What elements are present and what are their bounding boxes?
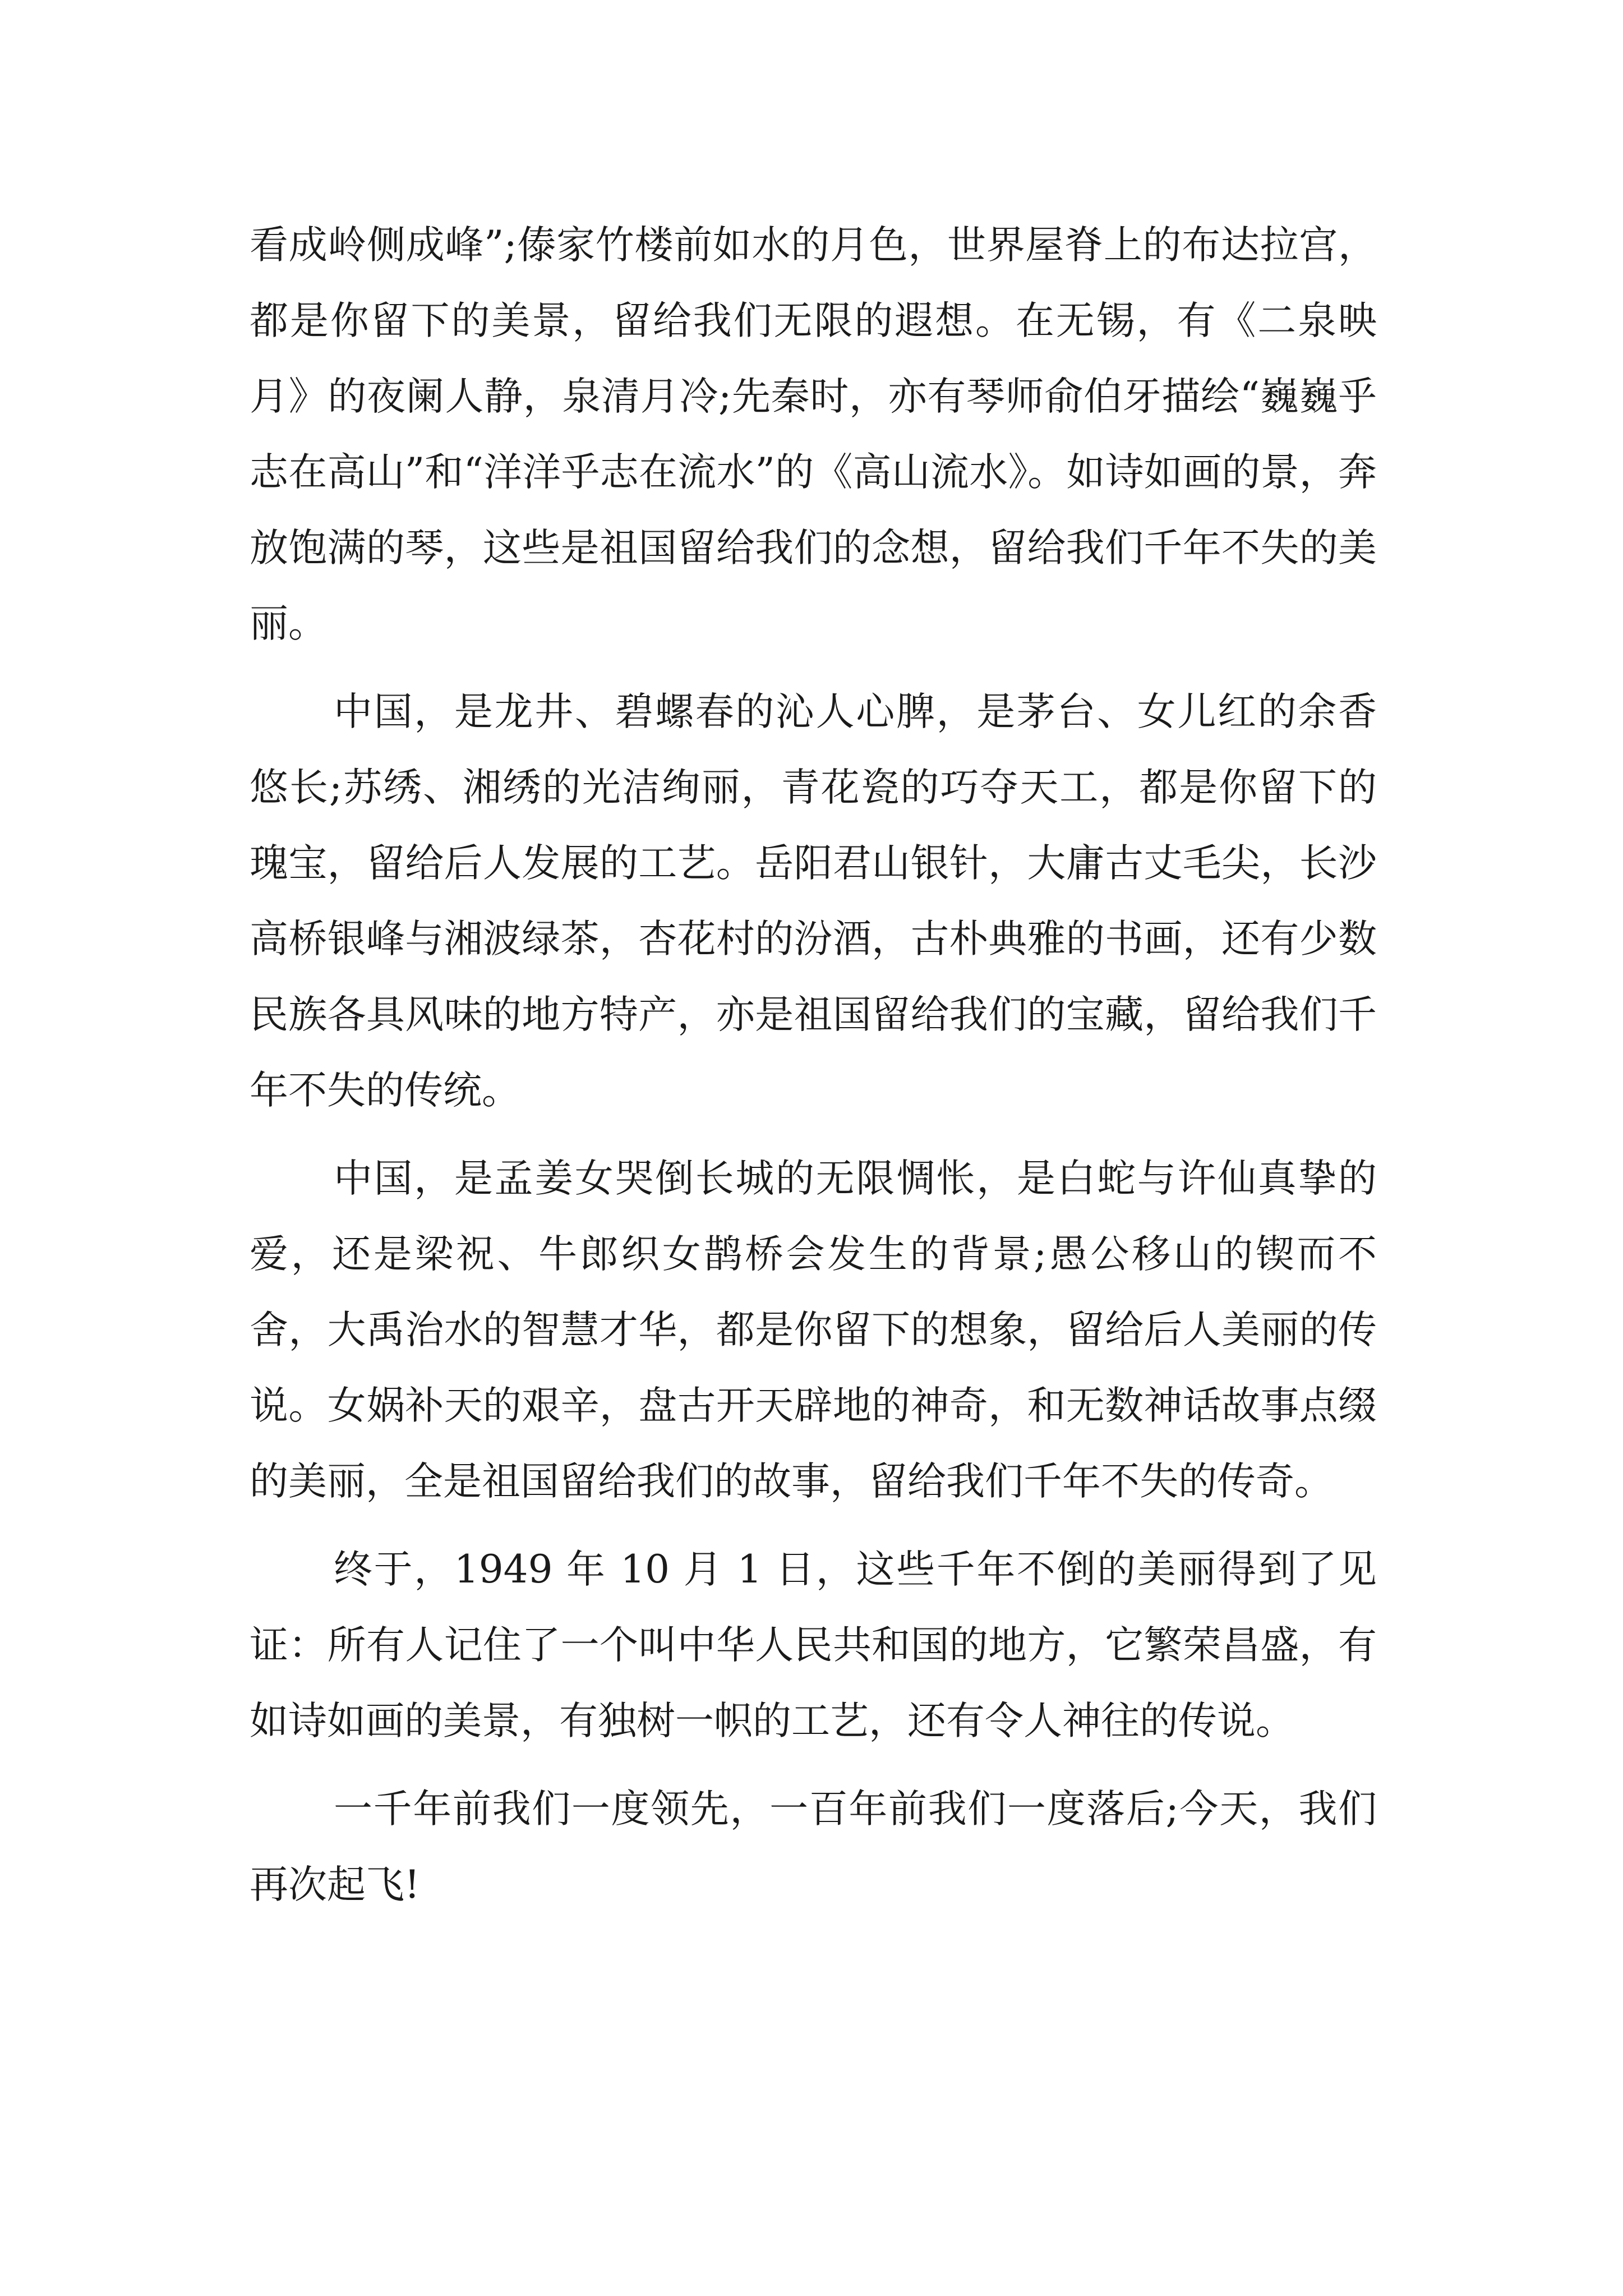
paragraph-founding: 终于，1949 年 10 月 1 日，这些千年不倒的美丽得到了见证：所有人记住了一个叫中华人民共和国的地方，它繁荣昌盛，有如诗如画的美景，有独树一帜的工艺，还有令人神往的传说。 [250,1547,1377,1743]
paragraph-legends: 中国，是孟姜女哭倒长城的无限惆怅，是白蛇与许仙真挚的爱，还是梁祝、牛郎织女鹊桥会发生的背景;愚公移山的锲而不舍，大禹治水的智慧才华，都是你留下的想象，留给后人美丽的传说。女娲补天的艰辛，盘古开天辟地的神奇，和无数神话故事点缀的美丽，全是祖国留给我们的故事，留给我们千年不失的传奇。 [250,1156,1377,1504]
paragraph-continuation: 看成岭侧成峰”;傣家竹楼前如水的月色，世界屋脊上的布达拉宫，都是你留下的美景，留给我们无限的遐想。在无锡，有《二泉映月》的夜阑人静，泉清月冷;先秦时，亦有琴师俞伯牙描绘“巍巍乎志在高山”和“洋洋乎志在流水”的《高山流水》。如诗如画的景，奔放饱满的琴，这些是祖国留给我们的念想，留给我们千年不失的美丽。 [250,223,1377,646]
paragraph-closing: 一千年前我们一度领先，一百年前我们一度落后;今天，我们再次起飞! [250,1787,1377,1907]
document-body [250,208,1377,1923]
paragraph-treasures: 中国，是龙井、碧螺春的沁人心脾，是茅台、女儿红的余香悠长;苏绣、湘绣的光洁绚丽，青花瓷的巧夺天工，都是你留下的瑰宝，留给后人发展的工艺。岳阳君山银针，大庸古丈毛尖，长沙高桥银峰与湘波绿茶，杏花村的汾酒，古朴典雅的书画，还有少数民族各具风味的地方特产，亦是祖国留给我们的宝藏，留给我们千年不失的传统。 [250,689,1377,1113]
